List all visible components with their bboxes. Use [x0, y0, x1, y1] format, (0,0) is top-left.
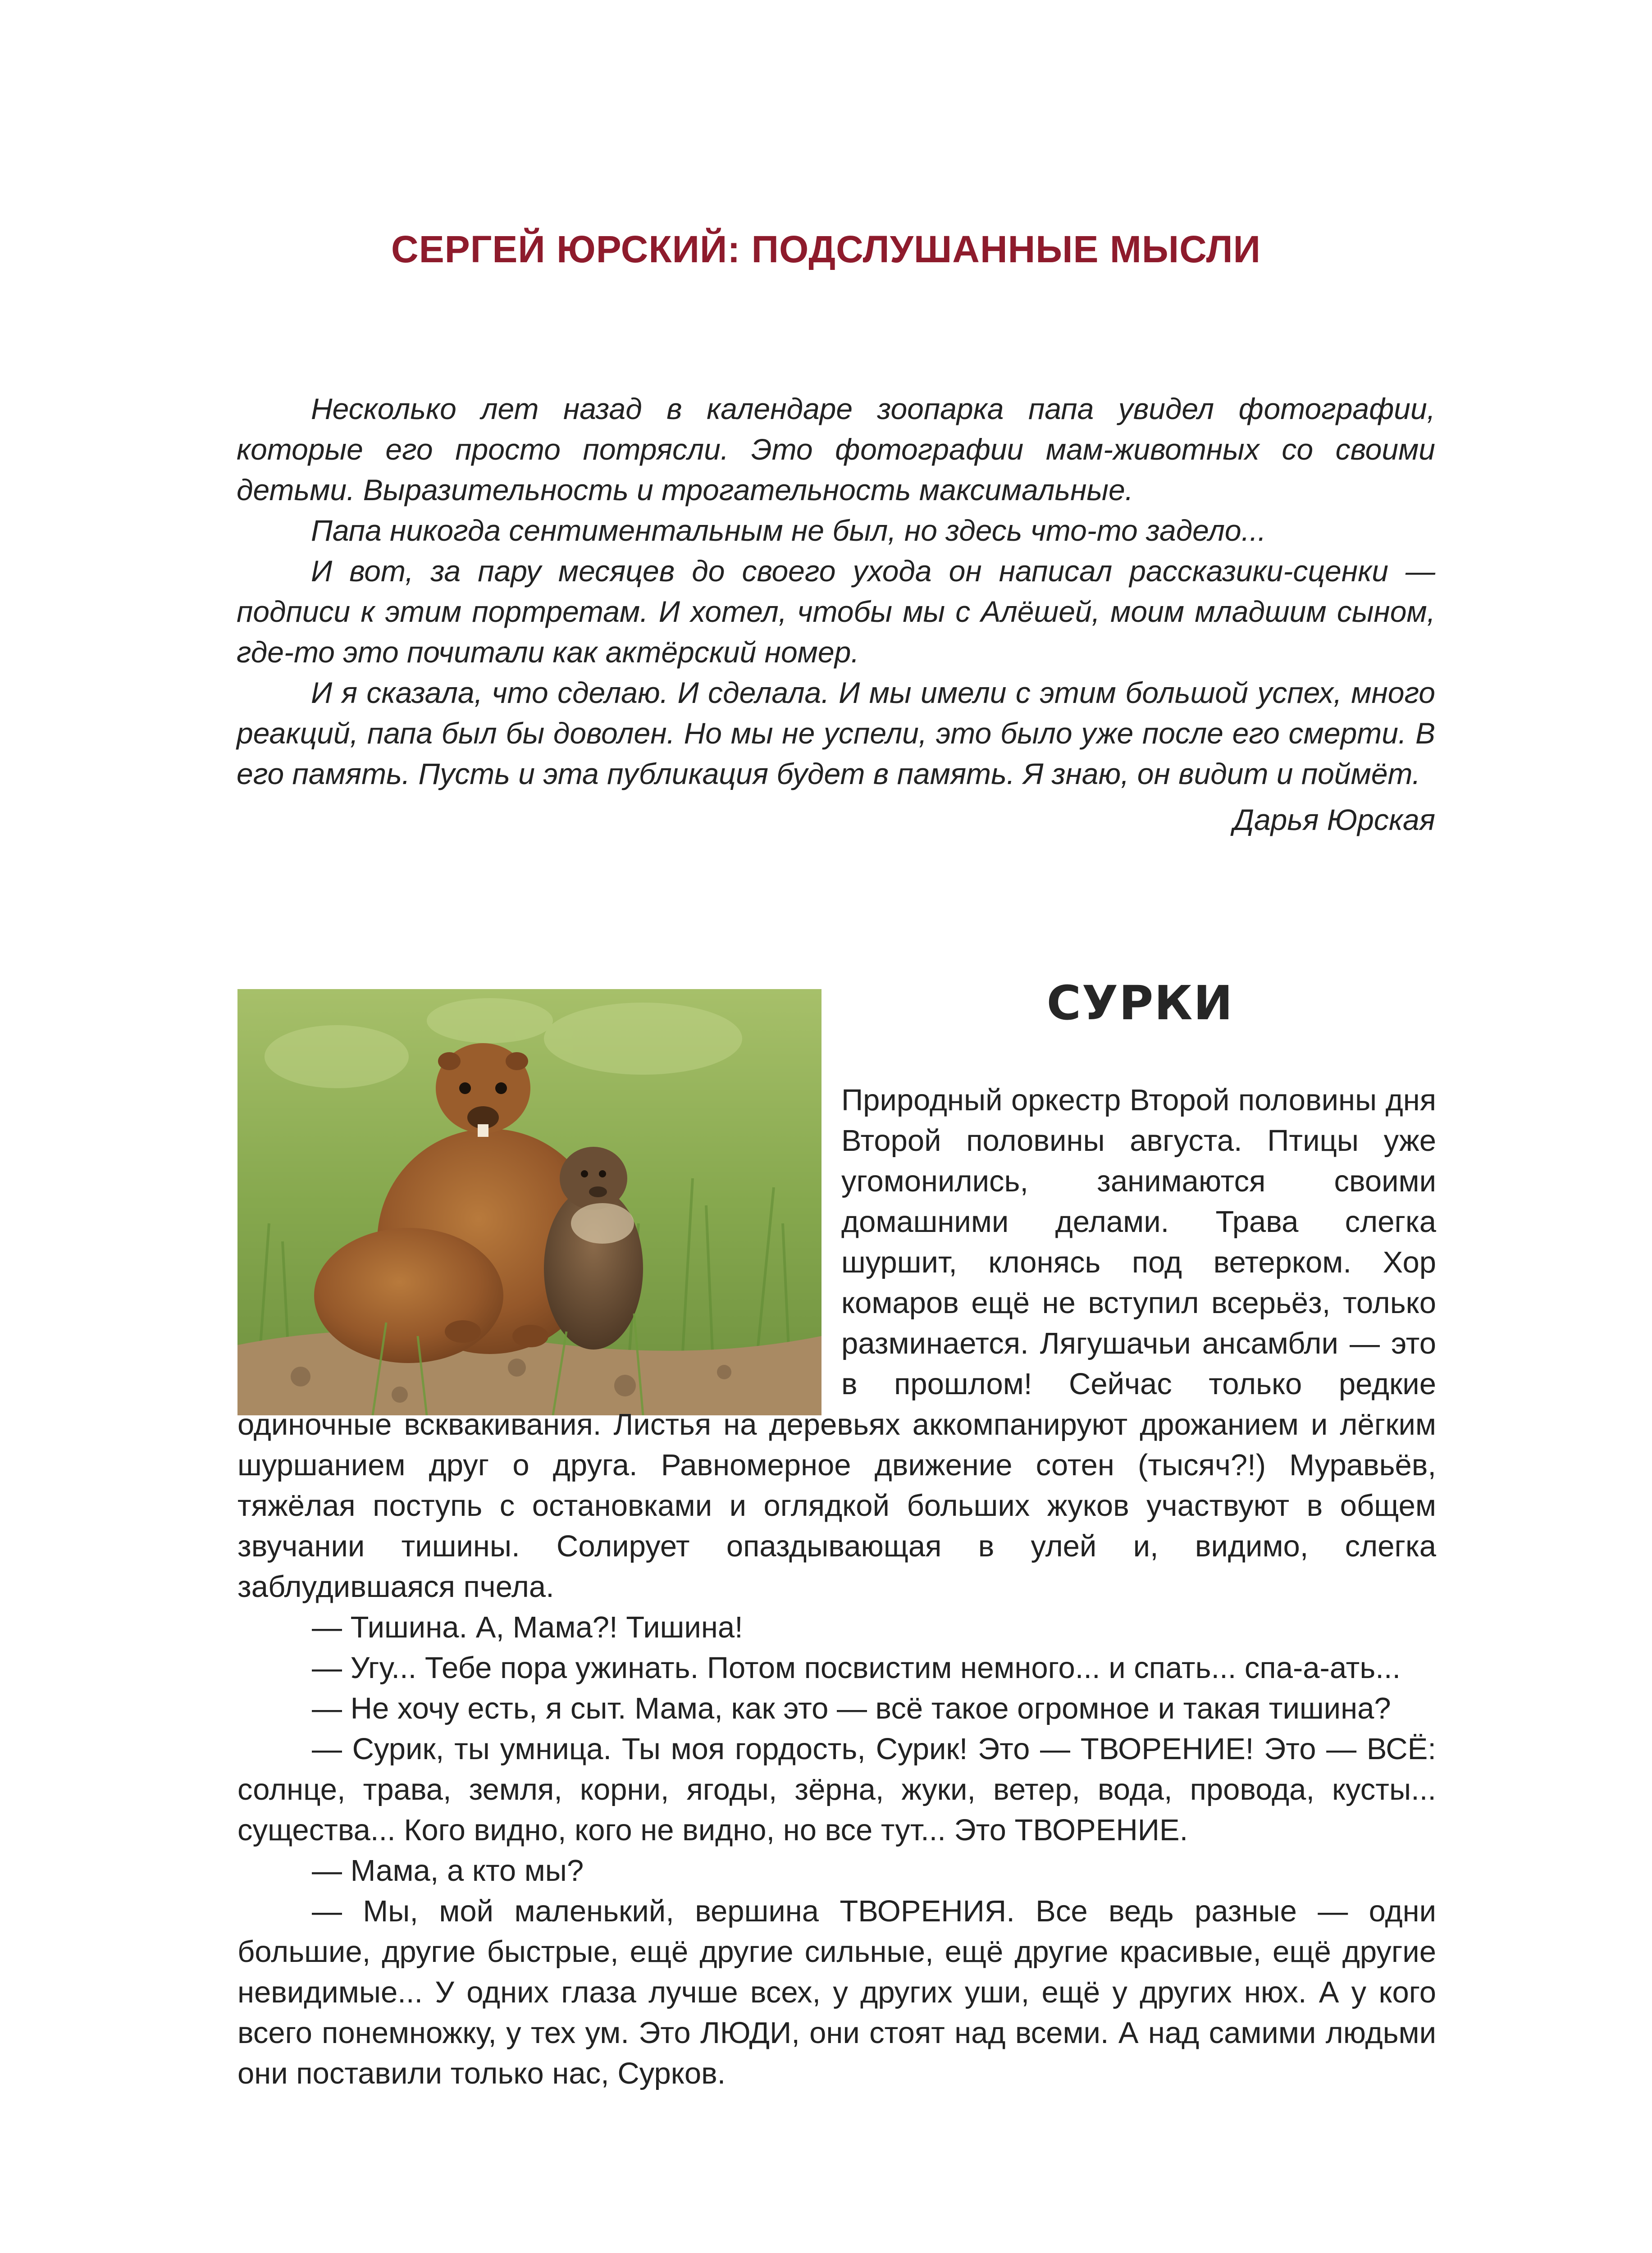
intro-paragraph: И вот, за пару месяцев до своего ухода он написал рассказики-сценки — подписи к этим портретам. И хотел, чтобы мы с Алёшей, моим младшим сыном, где-то это почитали как актёрский номер. [237, 554, 1435, 669]
dialog-line: — Мама, а кто мы? [312, 1854, 584, 1888]
intro-paragraph: И я сказала, что сделаю. И сделала. И мы имели с этим большой успех, много реакций, папа был бы доволен. Но мы не успели, это было уже после его смерти. В его память. Пусть и эта публикация будет в память. Я знаю, он видит и поймёт. [237, 676, 1435, 790]
story-title: СУРКИ [1046, 976, 1234, 1031]
story-text [237, 1080, 1436, 2094]
intro-text [237, 388, 1435, 840]
intro-signature: Дарья Юрская [1233, 803, 1435, 836]
dialog-line: — Мы, мой маленький, вершина ТВОРЕНИЯ. Все ведь разные — одни большие, другие быстрые, ещё другие сильные, ещё другие красивые, ещё другие невидимые... У одних глаза лучше всех, у других уши, ещё у других нюх. А у кого всего понемножку, у тех ум. Это ЛЮДИ, они стоят над всеми. А над самими людьми они поставили только нас, Сурков. [237, 1894, 1436, 2090]
dialog-line: — Сурик, ты умница. Ты моя гордость, Сурик! Это — ТВОРЕНИЕ! Это — ВСЁ: солнце, трава, земля, корни, ягоды, зёрна, жуки, ветер, вода, провода, кусты... существа... Кого видно, кого не видно, но все тут... Это ТВОРЕНИЕ. [237, 1732, 1436, 1847]
intro-paragraph: Несколько лет назад в календаре зоопарка папа увидел фотографии, которые его просто потрясли. Это фотографии мам-животных со своими детьми. Выразительность и трогательность максимальные. [237, 392, 1435, 506]
dialog-line: — Угу... Тебе пора ужинать. Потом посвистим немного... и спать... спа-а-ать... [312, 1651, 1401, 1685]
intro-paragraph: Папа никогда сентиментальным не был, но здесь что-то задело... [311, 514, 1266, 547]
dialog-line: — Не хочу есть, я сыт. Мама, как это — всё такое огромное и такая тишина? [312, 1692, 1391, 1725]
dialog-line: — Тишина. А, Мама?! Тишина! [312, 1610, 743, 1644]
story-opening: Природный оркестр Второй половины дня Второй половины августа. Птицы уже угомонились, занимаются своими домашними делами. Трава слегка шуршит, клонясь под ветерком. Хор комаров ещё не вступил всерьёз, только разминается. Лягушачьи ансамбли — это в прошлом! Сейчас только редкие одиночные всквакивания. Листья на деревьях аккомпанируют дрожанием и лёгким шуршанием друг о друга. Равномерное движение сотен (тысяч?!) Муравьёв, тяжёлая поступь с остановками и оглядкой больших жуков участвуют в общем звучании тишины. Солирует опаздывающая в улей и, видимо, слегка заблудившаяся пчела. [237, 1083, 1436, 1604]
page-title: СЕРГЕЙ ЮРСКИЙ: ПОДСЛУШАННЫЕ МЫСЛИ [391, 228, 1261, 270]
photo-wrap-space [237, 1080, 841, 1405]
